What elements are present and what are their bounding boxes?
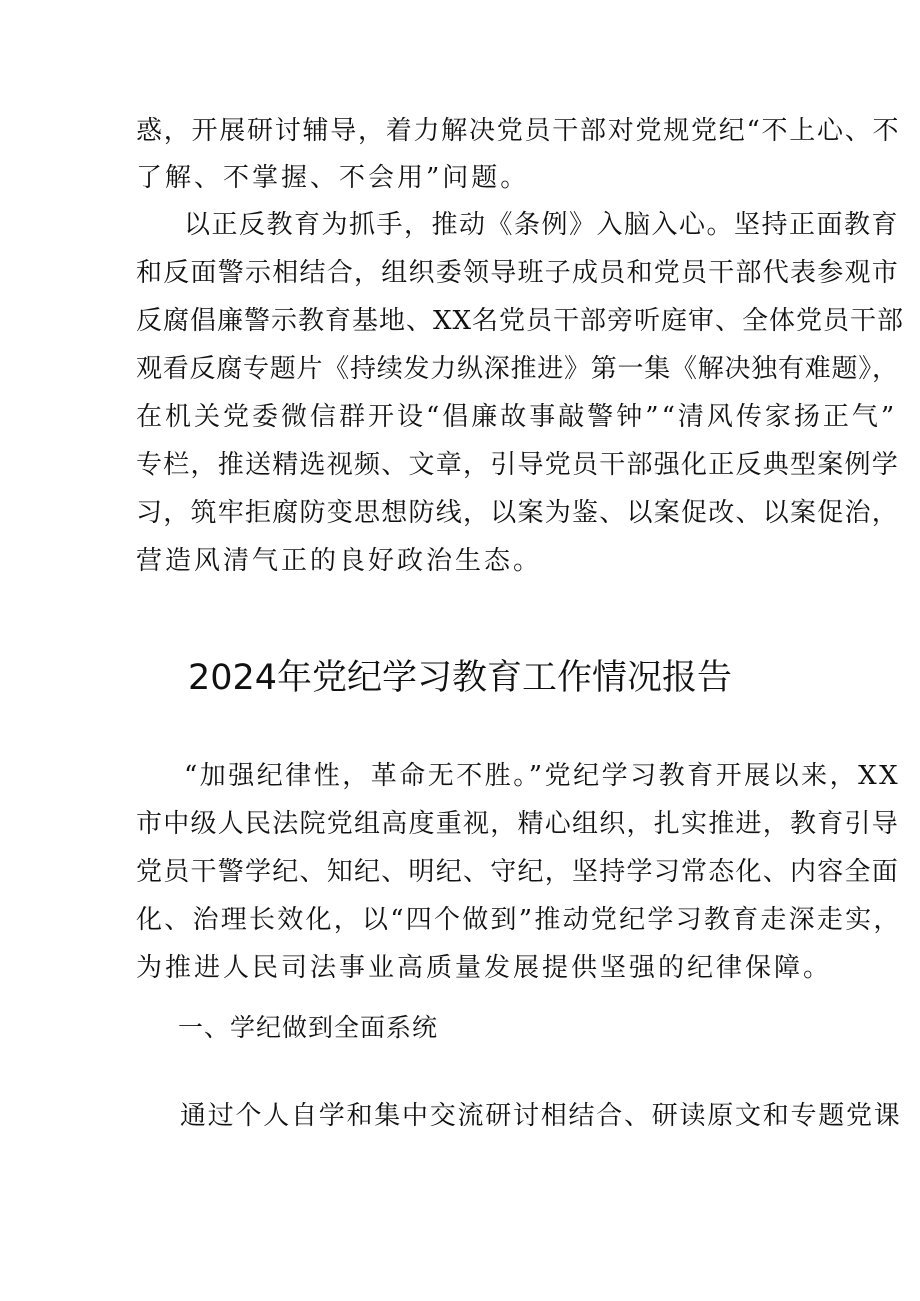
paragraph-line: 营造风清气正的良好政治生态。 — [136, 546, 543, 576]
paragraph-line: 党员干警学纪、知纪、明纪、守纪，坚持学习常态化、内容全面 — [136, 857, 900, 887]
paragraph-line: “加强纪律性，革命无不胜。”党纪学习教育开展以来，XX — [184, 761, 901, 791]
paragraph-line: 化、治理长效化，以“四个做到”推动党纪学习教育走深走实， — [136, 905, 902, 935]
paragraph-line: 观看反腐专题片《持续发力纵深推进》第一集《解决独有难题》， — [136, 354, 899, 384]
paragraph-line: 了解、不掌握、不会用”问题。 — [136, 163, 530, 193]
paragraph-line: 反腐倡廉警示教育基地、XX名党员干部旁听庭审、全体党员干部 — [136, 306, 905, 336]
paragraph-line: 和反面警示相结合，组织委领导班子成员和党员干部代表参观市 — [136, 258, 900, 288]
paragraph-line: 惑，开展研讨辅导，着力解决党员干部对党规党纪“不上心、不 — [136, 116, 901, 146]
section-heading: 一、学纪做到全面系统 — [178, 1013, 439, 1042]
paragraph-line: 习，筑牢拒腐防变思想防线，以案为鉴、以案促改、以案促治， — [136, 498, 900, 528]
paragraph-line: 在机关党委微信群开设“倡廉故事敲警钟”“清风传家扬正气” — [136, 402, 898, 432]
paragraph-line: 专栏，推送精选视频、文章，引导党员干部强化正反典型案例学 — [136, 450, 900, 480]
paragraph-line: 以正反教育为抓手，推动《条例》入脑入心。坚持正面教育 — [184, 210, 900, 240]
paragraph-line: 市中级人民法院党组高度重视，精心组织，扎实推进，教育引导 — [136, 809, 900, 839]
paragraph-line: 通过个人自学和集中交流研讨相结合、研读原文和专题党课 — [180, 1101, 902, 1131]
document-title: 2024年党纪学习教育工作情况报告 — [187, 658, 733, 698]
paragraph-line: 为推进人民司法事业高质量发展提供坚强的纪律保障。 — [136, 953, 833, 983]
